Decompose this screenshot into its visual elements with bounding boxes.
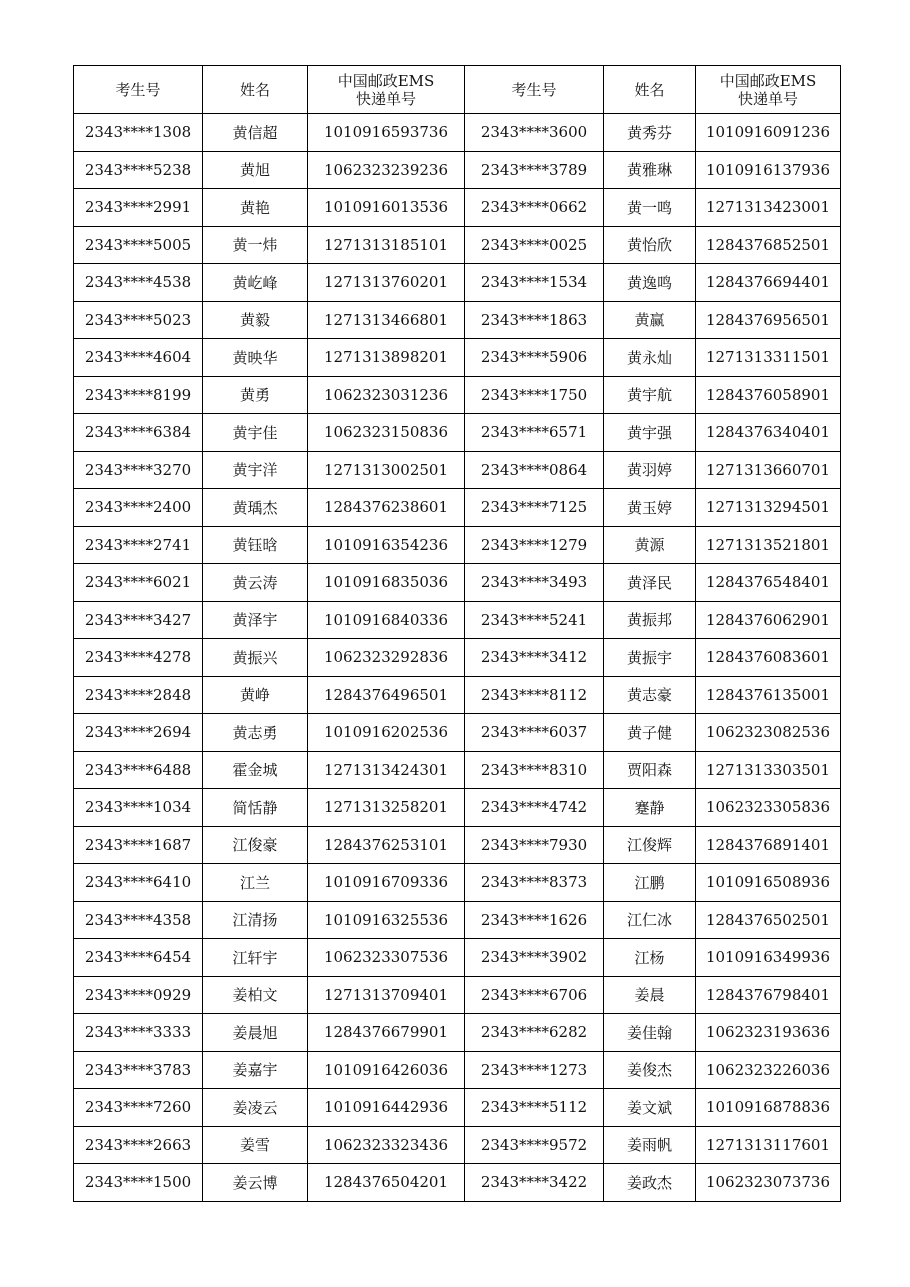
- ems-number-cell: 1010916840336: [308, 601, 465, 639]
- candidate-id-cell: 2343****7125: [465, 489, 604, 527]
- ems-number-cell: 1271313117601: [696, 1126, 841, 1164]
- ems-number-cell: 1010916354236: [308, 526, 465, 564]
- ems-number-cell: 1010916091236: [696, 114, 841, 152]
- candidate-id-cell: 2343****3422: [465, 1164, 604, 1202]
- name-cell: 黄玉婷: [604, 489, 696, 527]
- header-candidate-id-left: 考生号: [74, 66, 203, 114]
- ems-number-cell: 1010916835036: [308, 564, 465, 602]
- candidate-id-cell: 2343****2991: [74, 189, 203, 227]
- ems-number-cell: 1271313521801: [696, 526, 841, 564]
- name-cell: 姜俊杰: [604, 1051, 696, 1089]
- header-row: [74, 66, 841, 114]
- candidate-id-cell: 2343****7930: [465, 826, 604, 864]
- ems-number-cell: 1284376798401: [696, 976, 841, 1014]
- ems-number-cell: 1284376956501: [696, 301, 841, 339]
- table-row: [74, 751, 841, 789]
- table-row: [74, 826, 841, 864]
- name-cell: 黄泽宇: [203, 601, 308, 639]
- table-row: [74, 189, 841, 227]
- candidate-id-cell: 2343****1534: [465, 264, 604, 302]
- name-cell: 黄源: [604, 526, 696, 564]
- ems-number-cell: 1062323031236: [308, 376, 465, 414]
- ems-number-cell: 1062323193636: [696, 1014, 841, 1052]
- candidate-id-cell: 2343****0864: [465, 451, 604, 489]
- name-cell: 黄艳: [203, 189, 308, 227]
- name-cell: 黄志勇: [203, 714, 308, 752]
- ems-number-cell: 1271313185101: [308, 226, 465, 264]
- ems-number-cell: 1284376548401: [696, 564, 841, 602]
- name-cell: 贾阳森: [604, 751, 696, 789]
- candidate-id-cell: 2343****1279: [465, 526, 604, 564]
- candidate-id-cell: 2343****3600: [465, 114, 604, 152]
- ems-number-cell: 1010916349936: [696, 939, 841, 977]
- table-row: [74, 376, 841, 414]
- candidate-id-cell: 2343****3427: [74, 601, 203, 639]
- ems-number-cell: 1271313424301: [308, 751, 465, 789]
- name-cell: 黄怡欣: [604, 226, 696, 264]
- candidate-id-cell: 2343****3789: [465, 151, 604, 189]
- ems-number-cell: 1284376852501: [696, 226, 841, 264]
- candidate-id-cell: 2343****6021: [74, 564, 203, 602]
- table-row: [74, 939, 841, 977]
- table-row: [74, 714, 841, 752]
- candidate-id-cell: 2343****1308: [74, 114, 203, 152]
- candidate-id-cell: 2343****8199: [74, 376, 203, 414]
- table-row: [74, 151, 841, 189]
- ems-number-cell: 1271313423001: [696, 189, 841, 227]
- candidate-id-cell: 2343****6410: [74, 864, 203, 902]
- candidate-id-cell: 2343****1863: [465, 301, 604, 339]
- ems-number-cell: 1271313466801: [308, 301, 465, 339]
- ems-number-cell: 1284376083601: [696, 639, 841, 677]
- name-cell: 姜嘉宇: [203, 1051, 308, 1089]
- name-cell: 黄宇航: [604, 376, 696, 414]
- name-cell: 姜文斌: [604, 1089, 696, 1127]
- table-row: [74, 414, 841, 452]
- table-row: [74, 976, 841, 1014]
- candidate-id-cell: 2343****3902: [465, 939, 604, 977]
- table-row: [74, 1051, 841, 1089]
- candidate-id-cell: 2343****1034: [74, 789, 203, 827]
- header-name-left: 姓名: [203, 66, 308, 114]
- name-cell: 黄毅: [203, 301, 308, 339]
- table-row: [74, 901, 841, 939]
- table-row: [74, 301, 841, 339]
- ems-number-cell: 1010916202536: [308, 714, 465, 752]
- name-cell: 黄振宇: [604, 639, 696, 677]
- candidate-id-cell: 2343****1687: [74, 826, 203, 864]
- ems-number-cell: 1010916709336: [308, 864, 465, 902]
- name-cell: 黄振兴: [203, 639, 308, 677]
- table-row: [74, 489, 841, 527]
- ems-number-cell: 1062323226036: [696, 1051, 841, 1089]
- candidate-id-cell: 2343****6282: [465, 1014, 604, 1052]
- name-cell: 黄宇洋: [203, 451, 308, 489]
- candidate-id-cell: 2343****8373: [465, 864, 604, 902]
- table-row: [74, 1164, 841, 1202]
- name-cell: 黄宇强: [604, 414, 696, 452]
- ems-number-cell: 1284376496501: [308, 676, 465, 714]
- candidate-id-cell: 2343****5005: [74, 226, 203, 264]
- candidate-id-cell: 2343****9572: [465, 1126, 604, 1164]
- name-cell: 姜雪: [203, 1126, 308, 1164]
- table-row: [74, 339, 841, 377]
- name-cell: 江杨: [604, 939, 696, 977]
- table-header: [74, 66, 841, 114]
- name-cell: 霍金城: [203, 751, 308, 789]
- candidate-id-cell: 2343****2848: [74, 676, 203, 714]
- ems-number-cell: 1062323150836: [308, 414, 465, 452]
- ems-number-cell: 1284376135001: [696, 676, 841, 714]
- candidate-id-cell: 2343****4278: [74, 639, 203, 677]
- table-row: [74, 639, 841, 677]
- name-cell: 黄赢: [604, 301, 696, 339]
- ems-number-cell: 1284376058901: [696, 376, 841, 414]
- ems-number-cell: 1062323082536: [696, 714, 841, 752]
- candidate-id-cell: 2343****5112: [465, 1089, 604, 1127]
- candidate-id-cell: 2343****3333: [74, 1014, 203, 1052]
- ems-number-cell: 1284376891401: [696, 826, 841, 864]
- ems-number-cell: 1010916426036: [308, 1051, 465, 1089]
- candidate-id-cell: 2343****2663: [74, 1126, 203, 1164]
- header-ems-line1: 中国邮政EMS: [719, 71, 817, 90]
- ems-number-cell: 1062323307536: [308, 939, 465, 977]
- header-ems-left: [308, 66, 465, 114]
- ems-number-cell: 1284376238601: [308, 489, 465, 527]
- name-cell: 黄子健: [604, 714, 696, 752]
- candidate-id-cell: 2343****0662: [465, 189, 604, 227]
- candidate-id-cell: 2343****1273: [465, 1051, 604, 1089]
- name-cell: 江轩宇: [203, 939, 308, 977]
- candidate-id-cell: 2343****3412: [465, 639, 604, 677]
- candidate-id-cell: 2343****2741: [74, 526, 203, 564]
- ems-number-cell: 1062323323436: [308, 1126, 465, 1164]
- name-cell: 姜凌云: [203, 1089, 308, 1127]
- candidate-id-cell: 2343****6488: [74, 751, 203, 789]
- name-cell: 黄峥: [203, 676, 308, 714]
- candidate-id-cell: 2343****4538: [74, 264, 203, 302]
- ems-number-cell: 1284376062901: [696, 601, 841, 639]
- candidate-id-cell: 2343****5023: [74, 301, 203, 339]
- table-body: [74, 114, 841, 1202]
- ems-number-cell: 1010916325536: [308, 901, 465, 939]
- ems-number-cell: 1010916137936: [696, 151, 841, 189]
- name-cell: 黄雅琳: [604, 151, 696, 189]
- candidate-id-cell: 2343****1626: [465, 901, 604, 939]
- table-row: [74, 601, 841, 639]
- name-cell: 黄钰晗: [203, 526, 308, 564]
- candidate-id-cell: 2343****0025: [465, 226, 604, 264]
- name-cell: 江俊豪: [203, 826, 308, 864]
- name-cell: 黄信超: [203, 114, 308, 152]
- table-row: [74, 676, 841, 714]
- candidate-id-cell: 2343****4742: [465, 789, 604, 827]
- name-cell: 黄羽婷: [604, 451, 696, 489]
- ems-roster-table: [73, 65, 841, 1202]
- table-row: [74, 264, 841, 302]
- ems-number-cell: 1284376253101: [308, 826, 465, 864]
- ems-number-cell: 1010916508936: [696, 864, 841, 902]
- table-row: [74, 451, 841, 489]
- candidate-id-cell: 2343****5906: [465, 339, 604, 377]
- header-ems-line2: 快递单号: [737, 89, 798, 108]
- ems-number-cell: 1271313760201: [308, 264, 465, 302]
- header-ems-right: [696, 66, 841, 114]
- candidate-id-cell: 2343****0929: [74, 976, 203, 1014]
- name-cell: 黄勇: [203, 376, 308, 414]
- candidate-id-cell: 2343****8112: [465, 676, 604, 714]
- ems-number-cell: 1010916593736: [308, 114, 465, 152]
- name-cell: 江清扬: [203, 901, 308, 939]
- candidate-id-cell: 2343****2400: [74, 489, 203, 527]
- ems-number-cell: 1271313002501: [308, 451, 465, 489]
- name-cell: 姜雨帆: [604, 1126, 696, 1164]
- ems-number-cell: 1271313660701: [696, 451, 841, 489]
- candidate-id-cell: 2343****3493: [465, 564, 604, 602]
- header-name-right: 姓名: [604, 66, 696, 114]
- name-cell: 黄永灿: [604, 339, 696, 377]
- candidate-id-cell: 2343****1500: [74, 1164, 203, 1202]
- name-cell: 姜云博: [203, 1164, 308, 1202]
- table-row: [74, 564, 841, 602]
- ems-number-cell: 1062323073736: [696, 1164, 841, 1202]
- name-cell: 黄瑀杰: [203, 489, 308, 527]
- candidate-id-cell: 2343****4358: [74, 901, 203, 939]
- name-cell: 黄云涛: [203, 564, 308, 602]
- ems-number-cell: 1010916442936: [308, 1089, 465, 1127]
- table-row: [74, 114, 841, 152]
- table-row: [74, 1126, 841, 1164]
- ems-number-cell: 1010916878836: [696, 1089, 841, 1127]
- ems-number-cell: 1271313709401: [308, 976, 465, 1014]
- name-cell: 黄宇佳: [203, 414, 308, 452]
- ems-number-cell: 1010916013536: [308, 189, 465, 227]
- candidate-id-cell: 2343****8310: [465, 751, 604, 789]
- candidate-id-cell: 2343****5238: [74, 151, 203, 189]
- name-cell: 姜政杰: [604, 1164, 696, 1202]
- name-cell: 姜晨旭: [203, 1014, 308, 1052]
- ems-number-cell: 1062323292836: [308, 639, 465, 677]
- name-cell: 蹇静: [604, 789, 696, 827]
- name-cell: 姜柏文: [203, 976, 308, 1014]
- candidate-id-cell: 2343****4604: [74, 339, 203, 377]
- ems-number-cell: 1062323305836: [696, 789, 841, 827]
- name-cell: 黄一鸣: [604, 189, 696, 227]
- name-cell: 黄屹峰: [203, 264, 308, 302]
- ems-number-cell: 1271313294501: [696, 489, 841, 527]
- header-candidate-id-right: 考生号: [465, 66, 604, 114]
- table-row: [74, 526, 841, 564]
- candidate-id-cell: 2343****6037: [465, 714, 604, 752]
- ems-number-cell: 1284376504201: [308, 1164, 465, 1202]
- ems-number-cell: 1284376502501: [696, 901, 841, 939]
- table-row: [74, 226, 841, 264]
- name-cell: 江俊辉: [604, 826, 696, 864]
- candidate-id-cell: 2343****3783: [74, 1051, 203, 1089]
- name-cell: 黄映华: [203, 339, 308, 377]
- ems-number-cell: 1284376340401: [696, 414, 841, 452]
- candidate-id-cell: 2343****2694: [74, 714, 203, 752]
- ems-number-cell: 1284376679901: [308, 1014, 465, 1052]
- table-row: [74, 789, 841, 827]
- name-cell: 黄逸鸣: [604, 264, 696, 302]
- candidate-id-cell: 2343****1750: [465, 376, 604, 414]
- ems-number-cell: 1271313311501: [696, 339, 841, 377]
- table-row: [74, 1089, 841, 1127]
- candidate-id-cell: 2343****6571: [465, 414, 604, 452]
- header-ems-line1: 中国邮政EMS: [337, 71, 435, 90]
- candidate-id-cell: 2343****5241: [465, 601, 604, 639]
- header-ems-line2: 快递单号: [355, 89, 416, 108]
- name-cell: 黄旭: [203, 151, 308, 189]
- name-cell: 江兰: [203, 864, 308, 902]
- candidate-id-cell: 2343****7260: [74, 1089, 203, 1127]
- candidate-id-cell: 2343****6384: [74, 414, 203, 452]
- name-cell: 黄泽民: [604, 564, 696, 602]
- name-cell: 江仁冰: [604, 901, 696, 939]
- table-row: [74, 864, 841, 902]
- ems-number-cell: 1271313898201: [308, 339, 465, 377]
- name-cell: 江鹏: [604, 864, 696, 902]
- name-cell: 黄振邦: [604, 601, 696, 639]
- candidate-id-cell: 2343****6454: [74, 939, 203, 977]
- name-cell: 黄一炜: [203, 226, 308, 264]
- name-cell: 黄志豪: [604, 676, 696, 714]
- candidate-id-cell: 2343****6706: [465, 976, 604, 1014]
- name-cell: 姜晨: [604, 976, 696, 1014]
- candidate-id-cell: 2343****3270: [74, 451, 203, 489]
- table-row: [74, 1014, 841, 1052]
- ems-number-cell: 1284376694401: [696, 264, 841, 302]
- ems-number-cell: 1271313258201: [308, 789, 465, 827]
- name-cell: 黄秀芬: [604, 114, 696, 152]
- ems-number-cell: 1271313303501: [696, 751, 841, 789]
- ems-number-cell: 1062323239236: [308, 151, 465, 189]
- name-cell: 简恬静: [203, 789, 308, 827]
- name-cell: 姜佳翰: [604, 1014, 696, 1052]
